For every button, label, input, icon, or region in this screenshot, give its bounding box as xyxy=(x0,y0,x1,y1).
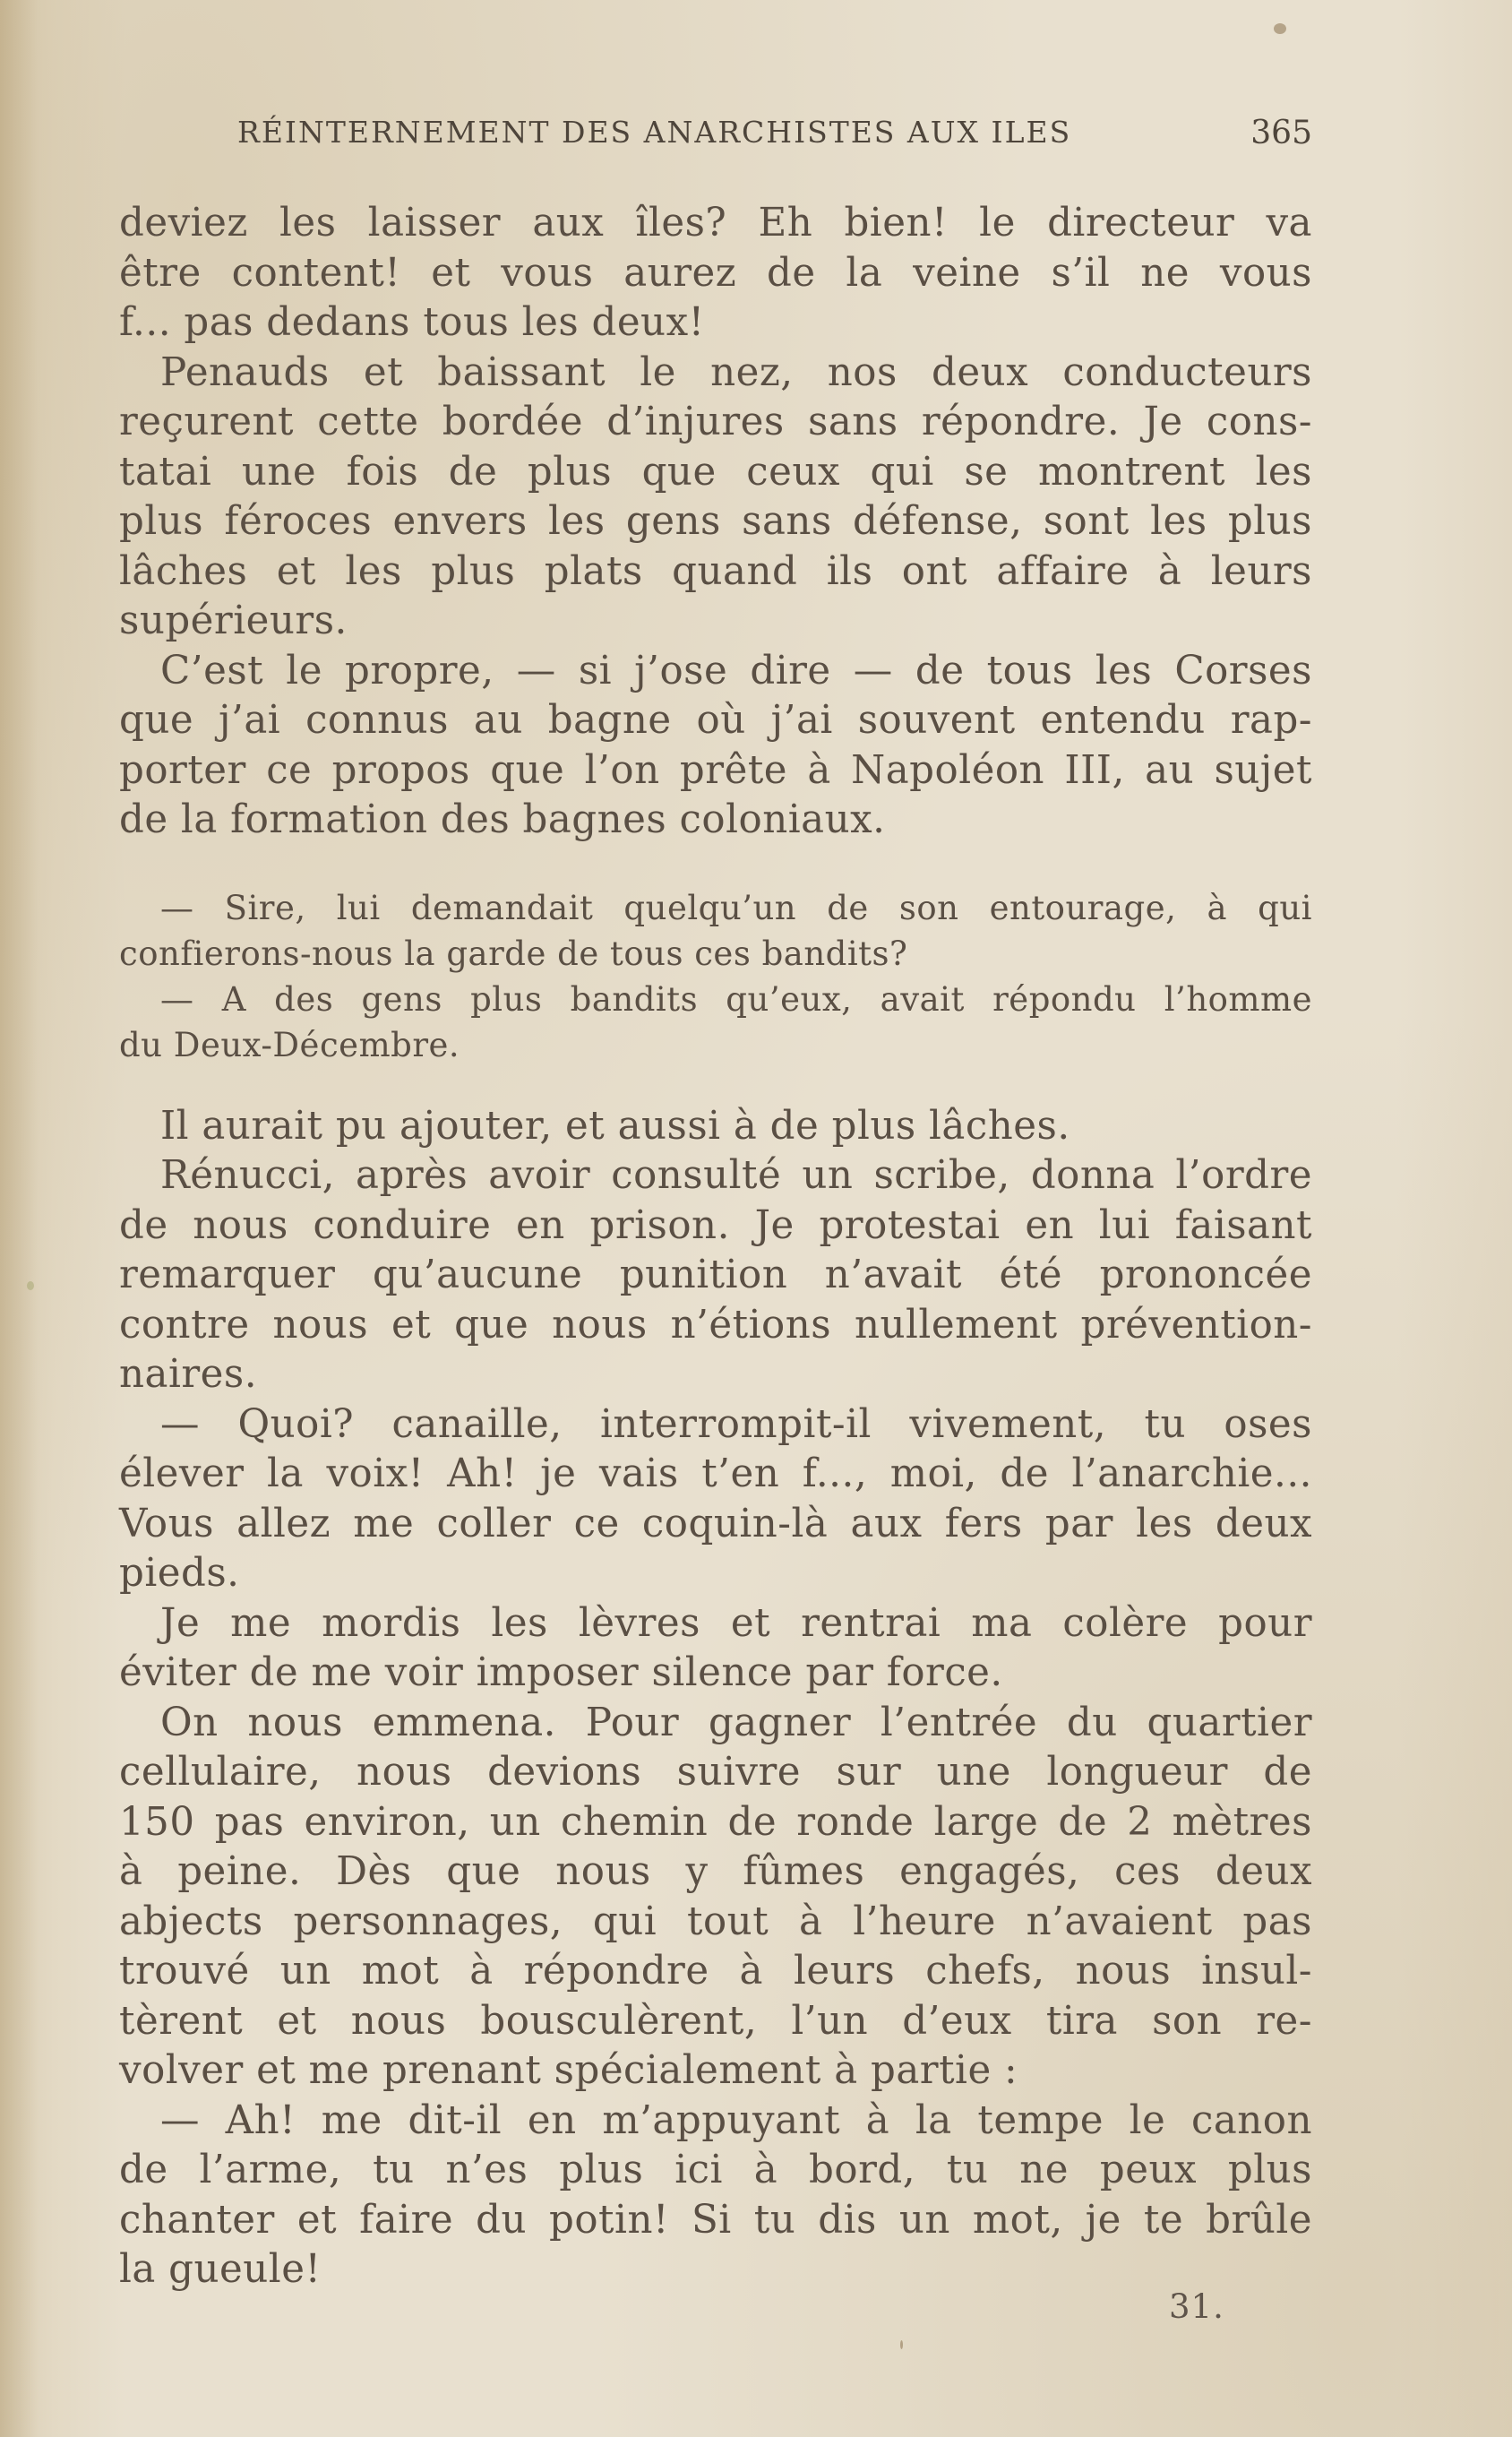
text-line: élever la voix! Ah! je vais t’en f..., moi, de l’anarchie... xyxy=(119,1451,1312,1496)
text-line: trouvé un mot à répondre à leurs chefs, nous insul- xyxy=(119,1949,1312,1994)
quote-line: — Sire, lui demandait quelqu’un de son entourage, à qui xyxy=(160,888,1312,927)
text-line: la gueule! xyxy=(119,2247,322,2292)
text-line: — Ah! me dit-il en m’appuyant à la tempe le canon xyxy=(160,2097,1312,2143)
quote-line: — A des gens plus bandits qu’eux, avait répondu l’homme xyxy=(160,979,1312,1019)
text-line: f... pas dedans tous les deux! xyxy=(119,300,705,345)
text-line: Vous allez me coller ce coquin-là aux fers par les deux xyxy=(119,1501,1312,1546)
text-line: deviez les laisser aux îles? Eh bien! le directeur va xyxy=(119,201,1312,245)
text-line: On nous emmena. Pour gagner l’entrée du quartier xyxy=(160,1700,1312,1745)
text-line: abjects personnages, qui tout à l’heure n’avaient pas xyxy=(119,1899,1312,1944)
text-line: 150 pas environ, un chemin de ronde large de 2 mètres xyxy=(119,1799,1312,1845)
printer-signature: 31. xyxy=(1169,2287,1224,2326)
text-line: Penauds et baissant le nez, nos deux conducteurs xyxy=(160,349,1312,395)
text-line: reçurent cette bordée d’injures sans répondre. Je cons- xyxy=(119,400,1312,444)
running-title: RÉINTERNEMENT DES ANARCHISTES AUX ILES xyxy=(237,115,1072,150)
spacer xyxy=(119,1068,1312,1102)
text-line: naires. xyxy=(119,1352,258,1397)
text-line: volver et me prenant spécialement à partie : xyxy=(119,2048,1018,2093)
paragraphs-bottom xyxy=(119,1102,1312,2295)
page-number: 365 xyxy=(1250,115,1312,151)
text-line: contre nous et que nous n’étions nullement prévention- xyxy=(119,1302,1312,1348)
text-line: plus féroces envers les gens sans défense, sont les plus xyxy=(119,499,1312,544)
paper-speck xyxy=(1274,23,1286,34)
quoted-dialogue xyxy=(119,885,1312,1068)
text-line: à peine. Dès que nous y fûmes engagés, ces deux xyxy=(119,1849,1312,1894)
text-line: que j’ai connus au bagne où j’ai souvent entendu rap- xyxy=(119,698,1312,743)
page-gutter-shadow xyxy=(0,0,38,2437)
text-line: remarquer qu’aucune punition n’avait été prononcée xyxy=(119,1253,1312,1297)
text-line: être content! et vous aurez de la veine s’il ne vous xyxy=(119,250,1312,296)
quote-line: confierons-nous la garde de tous ces bandits? xyxy=(119,934,908,973)
text-line: Rénucci, après avoir consulté un scribe, donna l’ordre xyxy=(160,1153,1312,1198)
spacer xyxy=(119,846,1312,885)
running-header xyxy=(237,115,1312,159)
paper-speck xyxy=(900,2340,903,2349)
text-line: éviter de me voir imposer silence par force. xyxy=(119,1650,1003,1695)
text-line: lâches et les plus plats quand ils ont affaire à leurs xyxy=(119,548,1312,594)
text-line: Il aurait pu ajouter, et aussi à de plus lâches. xyxy=(160,1103,1070,1149)
quote-line: du Deux-Décembre. xyxy=(119,1025,460,1064)
paper-speck xyxy=(27,1281,34,1290)
paragraphs-top xyxy=(119,199,1312,846)
text-line: supérieurs. xyxy=(119,598,348,643)
body-text xyxy=(119,199,1312,2295)
text-line: — Quoi? canaille, interrompit-il vivement, tu oses xyxy=(160,1401,1312,1447)
text-line: pieds. xyxy=(119,1551,240,1596)
text-line: de l’arme, tu n’es plus ici à bord, tu ne peux plus xyxy=(119,2148,1312,2192)
text-line: C’est le propre, — si j’ose dire — de tous les Corses xyxy=(160,648,1312,693)
text-line: cellulaire, nous devions suivre sur une longueur de xyxy=(119,1750,1312,1795)
text-line: de la formation des bagnes coloniaux. xyxy=(119,797,886,842)
text-line: tèrent et nous bousculèrent, l’un d’eux tira son re- xyxy=(119,1998,1312,2044)
text-line: porter ce propos que l’on prête à Napoléon III, au sujet xyxy=(119,747,1312,793)
text-line: tatai une fois de plus que ceux qui se montrent les xyxy=(119,449,1312,495)
text-line: chanter et faire du potin! Si tu dis un mot, je te brûle xyxy=(119,2197,1312,2243)
text-line: Je me mordis les lèvres et rentrai ma colère pour xyxy=(160,1600,1312,1646)
text-line: de nous conduire en prison. Je protestai en lui faisant xyxy=(119,1202,1312,1248)
